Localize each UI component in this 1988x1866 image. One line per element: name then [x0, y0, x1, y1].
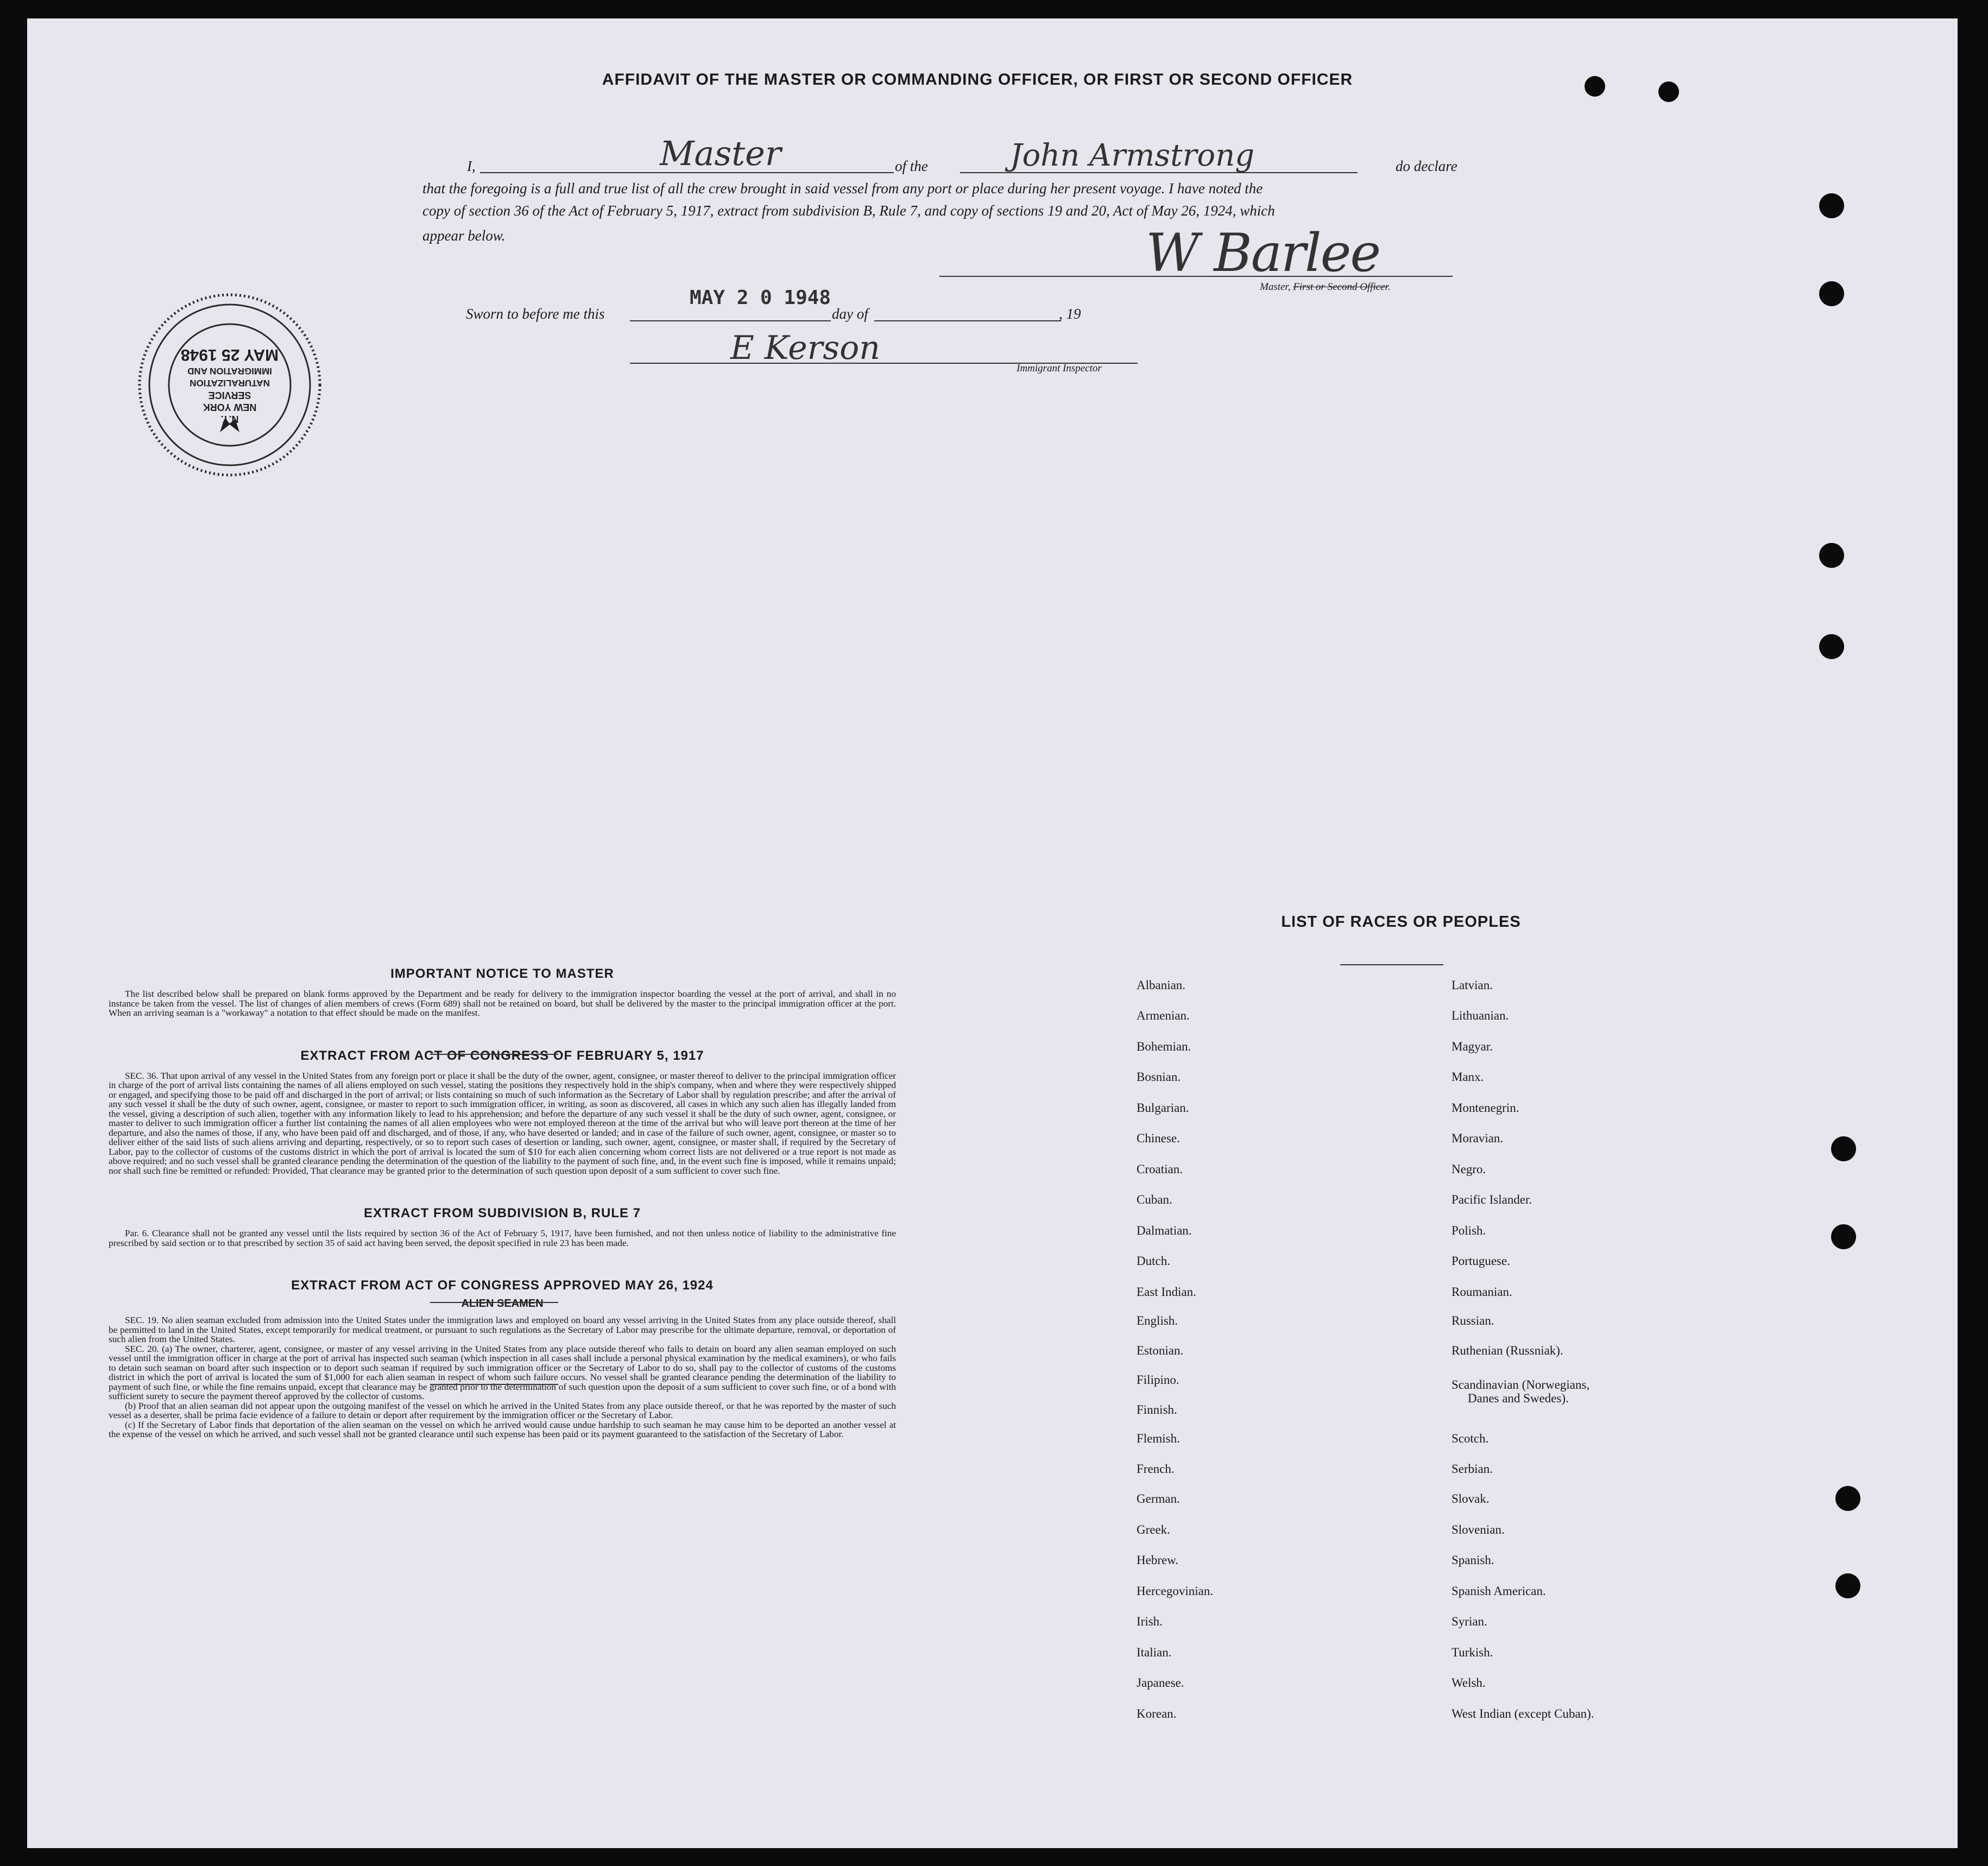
race-item: Chinese.	[1137, 1131, 1180, 1145]
punch-hole	[1835, 1573, 1860, 1598]
extract-1924-sec20a: SEC. 20. (a) The owner, charterer, agent, consignee, or master of any vessel arriving in the United States from any place outside thereof who fails to detain on board any alien seaman employed on such vessel until the immigration officer in charge at the port of arrival has inspected such seaman (which inspection in all cases shall include a personal physical examination by the medical examiners), or who fails to detain such seaman on board after such inspection or to deport such seaman if required by such immigration officer or the Secretary of Labor to do so, shall pay to the collector of customs of the customs district in which the port of arrival is located the sum of $1,000 for each alien seaman in respect of whom such failure occurs. No vessel shall be granted clearance pending the determination of the liability to payment of such fine, or while the fine remains unpaid, except that clearance may be granted prior to the determination of such question upon the deposit of a sum sufficient to cover such fine, or of a bond with sufficient surety to secure the payment thereof approved by the collector of customs.	[109, 1343, 896, 1401]
race-item: Croatian.	[1137, 1162, 1183, 1176]
race-item: Manx.	[1451, 1070, 1484, 1084]
race-item: Turkish.	[1451, 1646, 1493, 1659]
race-item: German.	[1137, 1492, 1180, 1506]
race-item: English.	[1137, 1314, 1178, 1327]
extract-1924-sec20c: (c) If the Secretary of Labor finds that deportation of the alien seaman on the vessel on which he arrived would cause undue hardship to such seaman he may cause him to be deported an another vessel at the expense of the vessel on which he arrived, and such vessel shall not be granted clearance until such expense has been paid or its payment guaranteed to the satisfaction of the Secretary of Labor.	[109, 1419, 896, 1439]
race-item: Moravian.	[1451, 1131, 1504, 1145]
extract-1924-sec19: SEC. 19. No alien seaman excluded from admission into the United States under the immigration laws and employed on board any vessel arriving in the United States from any place outside thereof, shall be permitted to land in the United States, except temporarily for medical treatment, or pursuant to such regulations as the Secretary of Labor may prescribe for the ultimate departure, removal, or deportation of such alien from the United States.	[109, 1315, 896, 1344]
extract-1924-sec20b: (b) Proof that an alien seaman did not appear upon the outgoing manifest of the vessel on which he arrived in the United States from any place outside thereof, or that he was reported by the master of such vessel as a deserter, shall be prima facie evidence of a failure to detain or deport after requirement by the immigration officer or the Secretary of Labor.	[109, 1400, 896, 1420]
race-item: Magyar.	[1451, 1040, 1493, 1053]
caption-period: .	[1387, 281, 1391, 293]
race-item: Finnish.	[1137, 1403, 1177, 1416]
race-item: Scotch.	[1451, 1432, 1489, 1445]
punch-hole	[1585, 76, 1605, 97]
punch-hole	[1819, 634, 1844, 659]
race-item: Serbian.	[1451, 1462, 1493, 1476]
race-item: Greek.	[1137, 1523, 1170, 1536]
race-item: Montenegrin.	[1451, 1101, 1519, 1115]
affidavit-title: AFFIDAVIT OF THE MASTER OR COMMANDING OFFICER, OR FIRST OR SECOND OFFICER	[602, 71, 1353, 88]
race-item: East Indian.	[1137, 1285, 1196, 1299]
sworn-day-field[interactable]	[630, 320, 831, 321]
date-stamp: MAY 2 0 1948	[690, 287, 831, 309]
stamp-line-6: N.Y.	[220, 414, 239, 425]
sworn-month-field[interactable]	[874, 320, 1061, 321]
race-item: Lithuanian.	[1451, 1009, 1509, 1022]
extract-1924-title: EXTRACT FROM ACT OF CONGRESS APPROVED MAY 26, 1924	[291, 1278, 714, 1293]
race-item: Bulgarian.	[1137, 1101, 1189, 1115]
divider	[430, 1302, 558, 1303]
race-item: Hebrew.	[1137, 1553, 1179, 1567]
punch-hole	[1831, 1136, 1856, 1161]
race-item: Slovenian.	[1451, 1523, 1505, 1536]
race-item: Italian.	[1137, 1646, 1172, 1659]
race-item: Roumanian.	[1451, 1285, 1512, 1299]
inspector-caption: Immigrant Inspector	[1017, 363, 1102, 374]
race-item: Ruthenian (Russniak).	[1451, 1344, 1563, 1357]
punch-hole	[1819, 193, 1844, 218]
vessel-name-handwriting: John Armstrong	[1010, 138, 1255, 173]
stamp-line-3: NATURALIZATION	[190, 378, 270, 388]
race-item: French.	[1137, 1462, 1175, 1476]
spacer	[109, 1175, 896, 1206]
race-item: Danes and Swedes).	[1468, 1391, 1569, 1405]
races-title-rule	[1340, 964, 1443, 965]
affidavit-line-2: that the foregoing is a full and true list of all the crew brought in said vessel from any port or place during her present voyage. I have noted the	[422, 180, 1263, 197]
extract-rule7-title: EXTRACT FROM SUBDIVISION B, RULE 7	[363, 1206, 641, 1220]
race-item: Flemish.	[1137, 1432, 1180, 1445]
affidavit-line-3: copy of section 36 of the Act of February 5, 1917, extract from subdivision B, Rule 7, and copy of sections 19 and 20, Act of May 26, 1924, which	[422, 203, 1275, 219]
race-item: Albanian.	[1137, 978, 1186, 992]
race-item: Armenian.	[1137, 1009, 1190, 1022]
extract-rule7-body: Par. 6. Clearance shall not be granted any vessel until the lists required by section 36 of the Act of February 5, 1917, have been furnished, and not then unless notice of liability to the administrative fine prescribed by said section or to that prescribed by section 35 of said act having been served, the deposit specified in rule 23 has been made.	[109, 1228, 896, 1248]
race-item: Latvian.	[1451, 978, 1493, 992]
year-prefix: , 19	[1059, 306, 1081, 322]
race-item: Cuban.	[1137, 1193, 1172, 1206]
race-item: Dutch.	[1137, 1254, 1170, 1268]
notice-body: The list described below shall be prepared on blank forms approved by the Department and be ready for delivery to the immigration inspector boarding the vessel at the port of arrival, and shall in no instance be taken from the vessel. The list of changes of alien members of crews (Form 689) shall not be retained on board, but shall be delivered by the master to the principal immigration officer at the port. When an arriving seaman is a "workaway" a notation to that effect should be made on the manifest.	[109, 989, 896, 1018]
race-item: West Indian (except Cuban).	[1451, 1707, 1594, 1720]
immigration-stamp	[135, 290, 325, 480]
sworn-label: Sworn to before me this	[466, 306, 605, 322]
inspector-signature: E Kerson	[730, 329, 880, 367]
punch-hole	[1831, 1224, 1856, 1249]
punch-hole	[1658, 81, 1679, 102]
signature-caption	[1260, 281, 1391, 293]
affidavit-line-4: appear below.	[422, 227, 506, 244]
stamp-line-1: MAY 25 1948	[180, 346, 279, 364]
punch-hole	[1819, 281, 1844, 306]
race-item: Pacific Islander.	[1451, 1193, 1532, 1206]
do-declare-label: do declare	[1396, 158, 1457, 174]
race-item: Japanese.	[1137, 1676, 1184, 1690]
race-item: Syrian.	[1451, 1615, 1487, 1628]
race-item: Slovak.	[1451, 1492, 1490, 1506]
race-item: Hercegovinian.	[1137, 1584, 1214, 1598]
divider	[430, 1384, 558, 1385]
race-item: Spanish American.	[1451, 1584, 1546, 1598]
stamp-graphic	[135, 290, 325, 480]
race-item: Korean.	[1137, 1707, 1177, 1720]
extract-1917-body: SEC. 36. That upon arrival of any vessel in the United States from any foreign port or place it shall be the duty of the owner, agent, consignee, or master thereof to deliver to the principal immigration officer in charge of the port of arrival lists containing the names of all aliens employed on such vessel, stating the positions they respectively hold in the ship's company, when and where they were respectively shipped or engaged, and specifying those to be paid off and discharged in the port of arrival; or lists containing so much of such information as the Secretary of Labor shall by regulation prescribe; and after the arrival of any such vessel it shall be the duty of such owner, agent, consignee, or master to report to such immigration officer, in writing, as soon as discovered, all cases in which any such alien has illegally landed from the vessel, giving a description of such alien, together with any information likely to lead to his apprehension; and before the departure of any such vessel it shall be the duty of such owner, agent, consignee, or master to deliver to such immigration officer a further list containing the names of all alien employees who were not employed thereon at the time of the arrival but who will leave port thereon at the time of her departure, and also the names of those, if any, who have been paid off and discharged, and of those, if any, who have deserted or landed; and in case of the failure of such owner, agent, consignee, or master so to deliver either of the said lists of such aliens arriving and departing, respectively, or so to report such cases of desertion or landing, such owner, agent, consignee, or master shall, if required by the Secretary of Labor, pay to the collector of customs of the customs district in which the port of arrival is located the sum of $10 for each alien concerning whom correct lists are not delivered or a true report is not made as above required; and no such vessel shall be granted clearance pending the determination of the question of the liability to the payment of such fine, and, in the event such fine is imposed, while it remains unpaid; nor shall such fine be remitted or refunded: Provided, That clearance may be granted prior to the determination of such question upon deposit of a sum sufficient to cover such fine.	[109, 1070, 896, 1176]
stamp-line-2: IMMIGRATION AND	[187, 366, 272, 376]
punch-hole	[1819, 543, 1844, 568]
race-item: Scandinavian (Norwegians,	[1451, 1378, 1590, 1391]
punch-hole	[1835, 1486, 1860, 1511]
stamp-line-5: NEW YORK	[203, 402, 257, 413]
of-the-label: of the	[895, 158, 928, 174]
race-item: Russian.	[1451, 1314, 1494, 1327]
day-of-label: day of	[832, 306, 868, 322]
race-item: Polish.	[1451, 1224, 1486, 1237]
races-title: LIST OF RACES OR PEOPLES	[1281, 913, 1521, 931]
notice-column	[109, 966, 896, 1439]
race-item: Dalmatian.	[1137, 1224, 1192, 1237]
race-item: Spanish.	[1451, 1553, 1494, 1567]
race-item: Negro.	[1451, 1162, 1486, 1176]
spacer	[109, 1018, 896, 1048]
race-item: Welsh.	[1451, 1676, 1486, 1690]
alien-seamen-subtitle: ALIEN SEAMEN	[461, 1298, 544, 1310]
divider	[430, 1054, 558, 1055]
race-item: Irish.	[1137, 1615, 1163, 1628]
race-item: Estonian.	[1137, 1344, 1184, 1357]
master-name-handwriting: Master	[660, 134, 781, 173]
caption-struck-officer: First or Second Officer	[1293, 281, 1388, 293]
affidavit-i-label: I,	[467, 158, 476, 174]
stamp-line-4: SERVICE	[208, 390, 251, 401]
notice-title: IMPORTANT NOTICE TO MASTER	[390, 966, 614, 981]
race-item: Bosnian.	[1137, 1070, 1181, 1084]
spacer	[109, 1248, 896, 1278]
race-item: Bohemian.	[1137, 1040, 1191, 1053]
caption-master: Master,	[1260, 281, 1293, 293]
race-item: Portuguese.	[1451, 1254, 1510, 1268]
extract-1917-title: EXTRACT FROM ACT OF CONGRESS OF FEBRUARY 5, 1917	[300, 1048, 704, 1063]
master-signature: W Barlee	[1146, 223, 1380, 283]
race-item: Filipino.	[1137, 1373, 1179, 1387]
